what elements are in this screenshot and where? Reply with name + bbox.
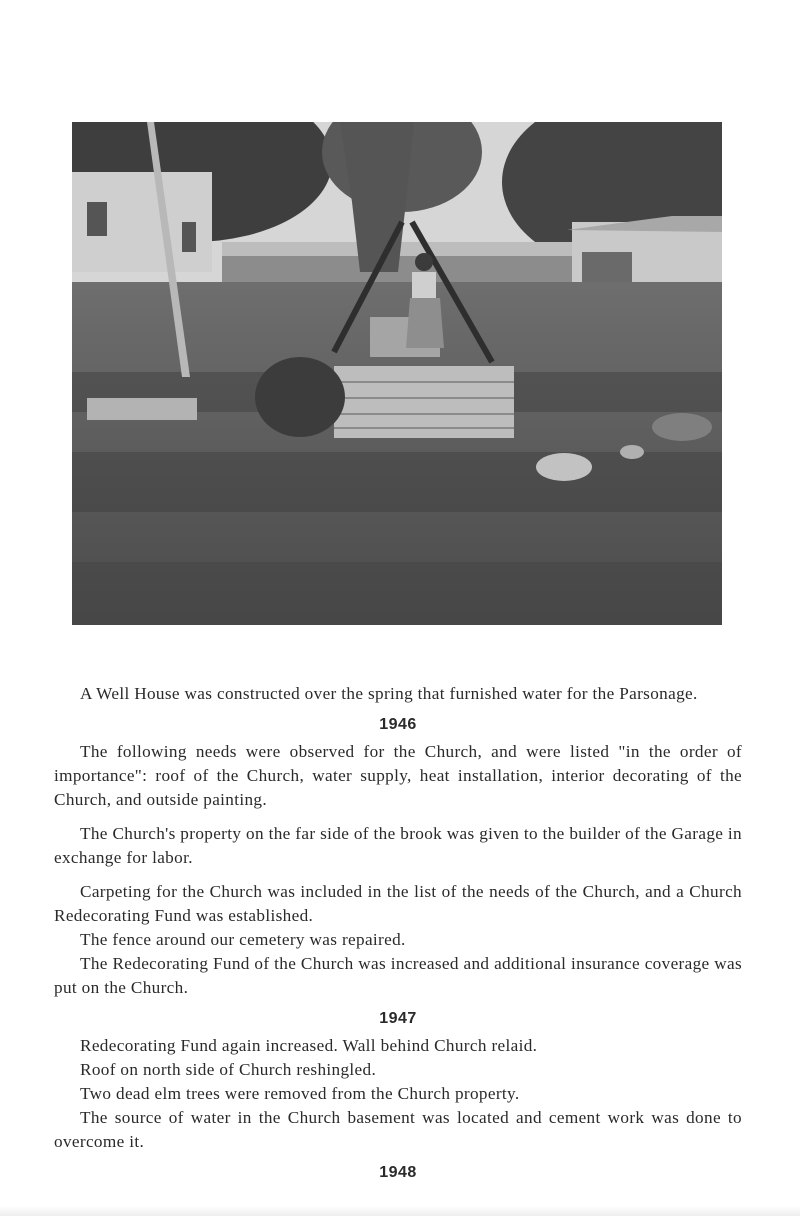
page-bottom-edge xyxy=(0,1206,800,1216)
woman-head xyxy=(415,253,433,271)
paragraph: Roof on north side of Church reshingled. xyxy=(80,1060,377,1079)
well-house-photo xyxy=(72,122,722,625)
paragraph: Two dead elm trees were removed from the Church property. xyxy=(80,1084,520,1103)
page-text xyxy=(54,682,742,1188)
paragraph: The Church's property on the far side of the brook was given to the builder of the Garage in exchange for labor. xyxy=(54,824,742,867)
house-window xyxy=(87,202,107,236)
rock xyxy=(536,453,592,481)
year-heading: 1948 xyxy=(379,1164,417,1181)
photo-illustration xyxy=(72,122,722,625)
lawn-shadow xyxy=(72,562,722,625)
rock xyxy=(652,413,712,441)
shed-roof xyxy=(222,242,592,256)
year-heading: 1946 xyxy=(379,716,417,733)
paragraph: Carpeting for the Church was included in the list of the needs of the Church, and a Church Redecorating Fund was established. xyxy=(54,882,742,925)
low-stone-wall xyxy=(87,398,197,420)
house-window xyxy=(182,222,196,252)
paragraph: Redecorating Fund again increased. Wall behind Church relaid. xyxy=(80,1036,538,1055)
paragraph: The following needs were observed for the Church, and were listed "in the order of importance": roof of the Church, water supply, heat installation, interior decorating of the Church, and outside painting. xyxy=(54,742,742,809)
woman-blouse xyxy=(412,272,436,298)
woman-skirt xyxy=(406,298,444,348)
paragraph: A Well House was constructed over the spring that furnished water for the Parsonage. xyxy=(80,684,698,703)
paragraph: The fence around our cemetery was repaired. xyxy=(80,930,406,949)
shrub xyxy=(255,357,345,437)
year-heading: 1947 xyxy=(379,1010,417,1027)
rock xyxy=(620,445,644,459)
paragraph: The source of water in the Church basement was located and cement work was done to overcome it. xyxy=(54,1108,742,1151)
lawn-shadow xyxy=(72,452,722,512)
paragraph: The Redecorating Fund of the Church was increased and additional insurance coverage was put on the Church. xyxy=(54,954,742,997)
